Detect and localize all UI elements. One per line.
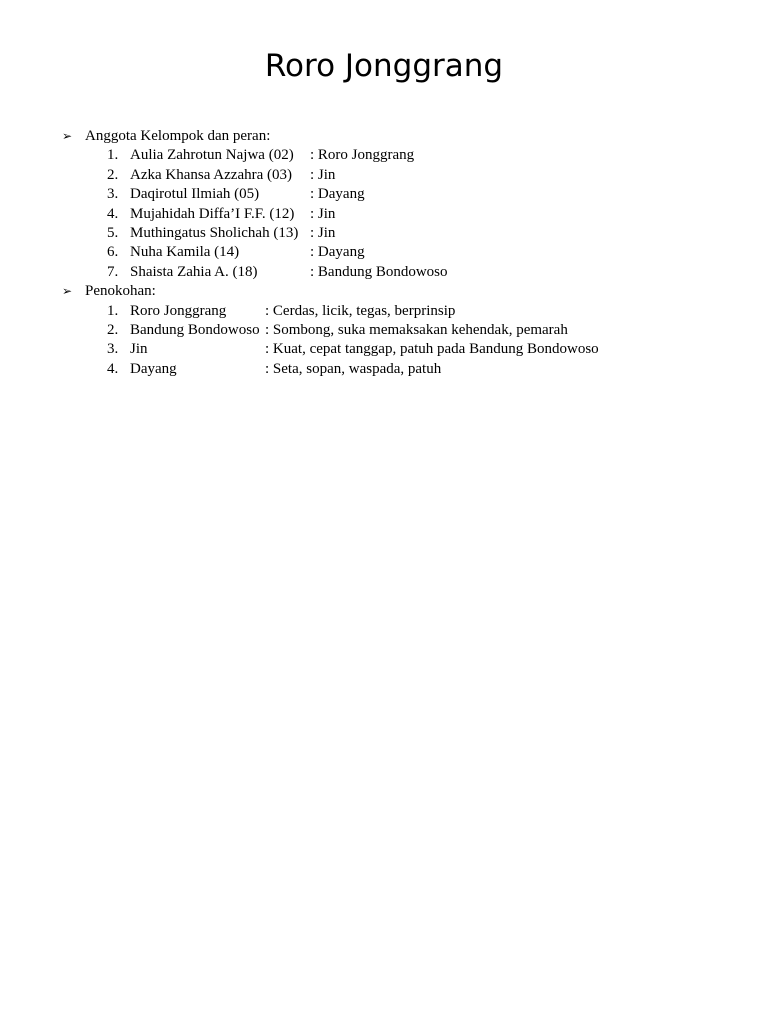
member-role: : Jin	[310, 205, 336, 222]
member-name: Nuha Kamila (14)	[130, 244, 240, 261]
item-number: 6.	[107, 244, 119, 261]
list-item	[0, 146, 768, 165]
section-heading-characters	[0, 282, 768, 301]
list-item	[0, 340, 768, 359]
member-role: : Dayang	[310, 244, 365, 261]
item-number: 3.	[107, 341, 119, 358]
section-heading-members	[0, 127, 768, 146]
item-number: 7.	[107, 263, 119, 280]
member-role: : Bandung Bondowoso	[310, 263, 448, 280]
character-name: Dayang	[130, 360, 177, 377]
list-item	[0, 166, 768, 185]
item-number: 4.	[107, 360, 119, 377]
member-name: Azka Khansa Azzahra (03)	[130, 166, 293, 183]
list-item	[0, 224, 768, 243]
character-traits: : Cerdas, licik, tegas, berprinsip	[265, 302, 456, 319]
page-title: Roro Jonggrang	[264, 48, 504, 84]
arrow-bullet-icon: ➢	[62, 284, 73, 299]
member-name: Shaista Zahia A. (18)	[130, 263, 258, 280]
item-number: 4.	[107, 205, 119, 222]
character-traits: : Kuat, cepat tanggap, patuh pada Bandung Bondowoso	[265, 341, 599, 358]
member-role: : Roro Jonggrang	[310, 147, 415, 164]
character-name: Bandung Bondowoso	[130, 321, 260, 338]
character-name: Jin	[130, 341, 148, 358]
member-role: : Jin	[310, 166, 336, 183]
item-number: 1.	[107, 302, 119, 319]
members-heading: Anggota Kelompok dan peran:	[85, 128, 271, 144]
list-item	[0, 360, 768, 379]
list-item	[0, 205, 768, 224]
characters-heading: Penokohan:	[85, 283, 156, 300]
character-name: Roro Jonggrang	[130, 302, 227, 319]
item-number: 5.	[107, 224, 119, 241]
item-number: 1.	[107, 147, 119, 164]
member-name: Mujahidah Diffa’I F.F. (12)	[130, 205, 295, 222]
list-item	[0, 321, 768, 340]
member-name: Daqirotul Ilmiah (05)	[130, 186, 260, 203]
member-role: : Jin	[310, 224, 336, 241]
arrow-bullet-icon: ➢	[62, 129, 73, 143]
item-number: 2.	[107, 321, 119, 338]
item-number: 3.	[107, 186, 119, 203]
member-name: Aulia Zahrotun Najwa (02)	[130, 147, 294, 164]
member-name: Muthingatus Sholichah (13)	[130, 224, 299, 241]
character-traits: : Sombong, suka memaksakan kehendak, pemarah	[265, 321, 568, 338]
member-role: : Dayang	[310, 186, 365, 203]
list-item	[0, 243, 768, 262]
list-item	[0, 263, 768, 282]
list-item	[0, 302, 768, 321]
document-body	[0, 127, 768, 379]
character-traits: : Seta, sopan, waspada, patuh	[265, 360, 442, 377]
list-item	[0, 185, 768, 204]
item-number: 2.	[107, 166, 119, 183]
